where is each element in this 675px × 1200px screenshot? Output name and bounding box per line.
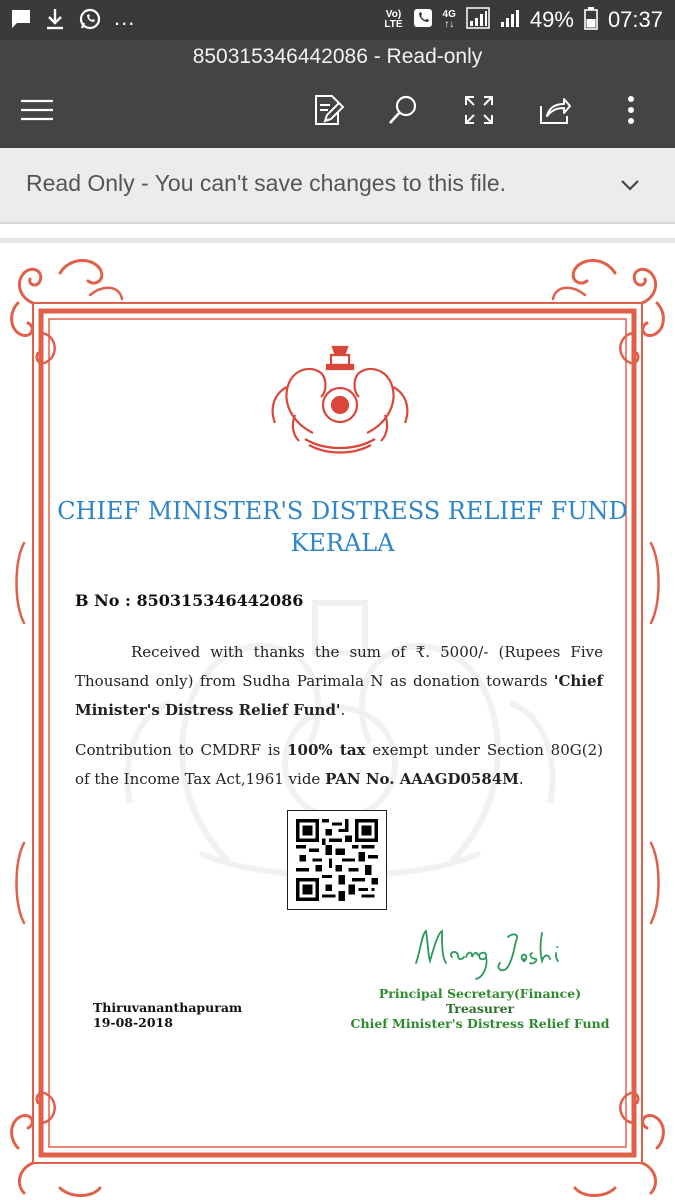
- app-toolbar: [0, 40, 675, 148]
- system-status: [384, 5, 663, 35]
- tax-end: .: [518, 770, 524, 788]
- fund-title: [40, 495, 645, 559]
- fullscreen-button[interactable]: [455, 86, 503, 134]
- download-icon: [44, 7, 66, 36]
- notification-icons: [10, 7, 135, 35]
- read-only-banner[interactable]: [0, 148, 675, 224]
- signal-icon-sim1: [466, 7, 490, 34]
- fund-title-line-1: CHIEF MINISTER'S DISTRESS RELIEF FUND: [57, 497, 628, 525]
- certificate-page: [0, 243, 675, 1200]
- place-date-block: [93, 1000, 242, 1030]
- whatsapp-icon: [78, 7, 102, 36]
- tax-text-1: Contribution to CMDRF is: [75, 741, 288, 759]
- share-button[interactable]: [531, 86, 579, 134]
- menu-button[interactable]: [13, 86, 61, 134]
- place: Thiruvananthapuram: [93, 1000, 243, 1015]
- edit-icon: [311, 93, 345, 127]
- more-vert-icon: [626, 95, 636, 125]
- bill-number: B No : 850315346442086: [75, 591, 304, 610]
- volte-indicator: Vo) LTE: [384, 9, 403, 30]
- message-icon: [10, 8, 32, 35]
- signal-icon-sim2: [500, 7, 520, 34]
- menu-icon: [19, 98, 55, 122]
- signatory-block: [350, 986, 610, 1031]
- battery-icon: [584, 6, 598, 35]
- signature: [412, 923, 572, 983]
- banner-expand-button[interactable]: [613, 168, 647, 202]
- tax-exemption-paragraph: [75, 736, 603, 794]
- search-icon: [386, 93, 420, 127]
- qr-code-image: [296, 819, 378, 901]
- status-bar: [0, 0, 675, 40]
- 4g-indicator: 4G ↑↓: [442, 9, 456, 30]
- chevron-down-icon: [620, 179, 640, 191]
- qr-code: [287, 810, 387, 910]
- pan-number-bold: PAN No. AAAGD0584M: [325, 770, 519, 788]
- edit-button[interactable]: [304, 86, 352, 134]
- receipt-text: Received with thanks the sum of ₹. 5000/- (Rupees Five Thousand only) from Sudha Parimala N as donation towards: [75, 643, 603, 690]
- battery-percent: 49%: [529, 7, 574, 32]
- read-only-message: Read Only - You can't save changes to this file.: [26, 170, 507, 196]
- expand-icon: [463, 94, 495, 126]
- signatory-role: Treasurer: [445, 1001, 515, 1016]
- document-title: 850315346442086 - Read-only: [192, 45, 483, 68]
- call-icon: [413, 8, 433, 33]
- more-options-button[interactable]: [607, 86, 655, 134]
- search-button[interactable]: [379, 86, 427, 134]
- share-icon: [538, 94, 572, 126]
- signatory-designation: Principal Secretary(Finance): [378, 986, 582, 1001]
- tax-percent-bold: 100% tax: [287, 741, 366, 759]
- receipt-paragraph: [75, 638, 603, 725]
- kerala-state-emblem: [265, 343, 415, 455]
- fund-name-bold: 'Chief Minister's Distress Relief Fund': [75, 672, 603, 719]
- tax-text-2: exempt under Section 80G(2) of the Income Tax Act,1961 vide: [75, 741, 603, 788]
- fund-title-line-2: KERALA: [290, 529, 395, 557]
- receipt-end: .: [340, 701, 346, 719]
- clock: 07:37: [607, 7, 663, 32]
- more-notifications: ...: [114, 5, 136, 30]
- date: 19-08-2018: [93, 1015, 173, 1030]
- signatory-fund: Chief Minister's Distress Relief Fund: [350, 1016, 610, 1031]
